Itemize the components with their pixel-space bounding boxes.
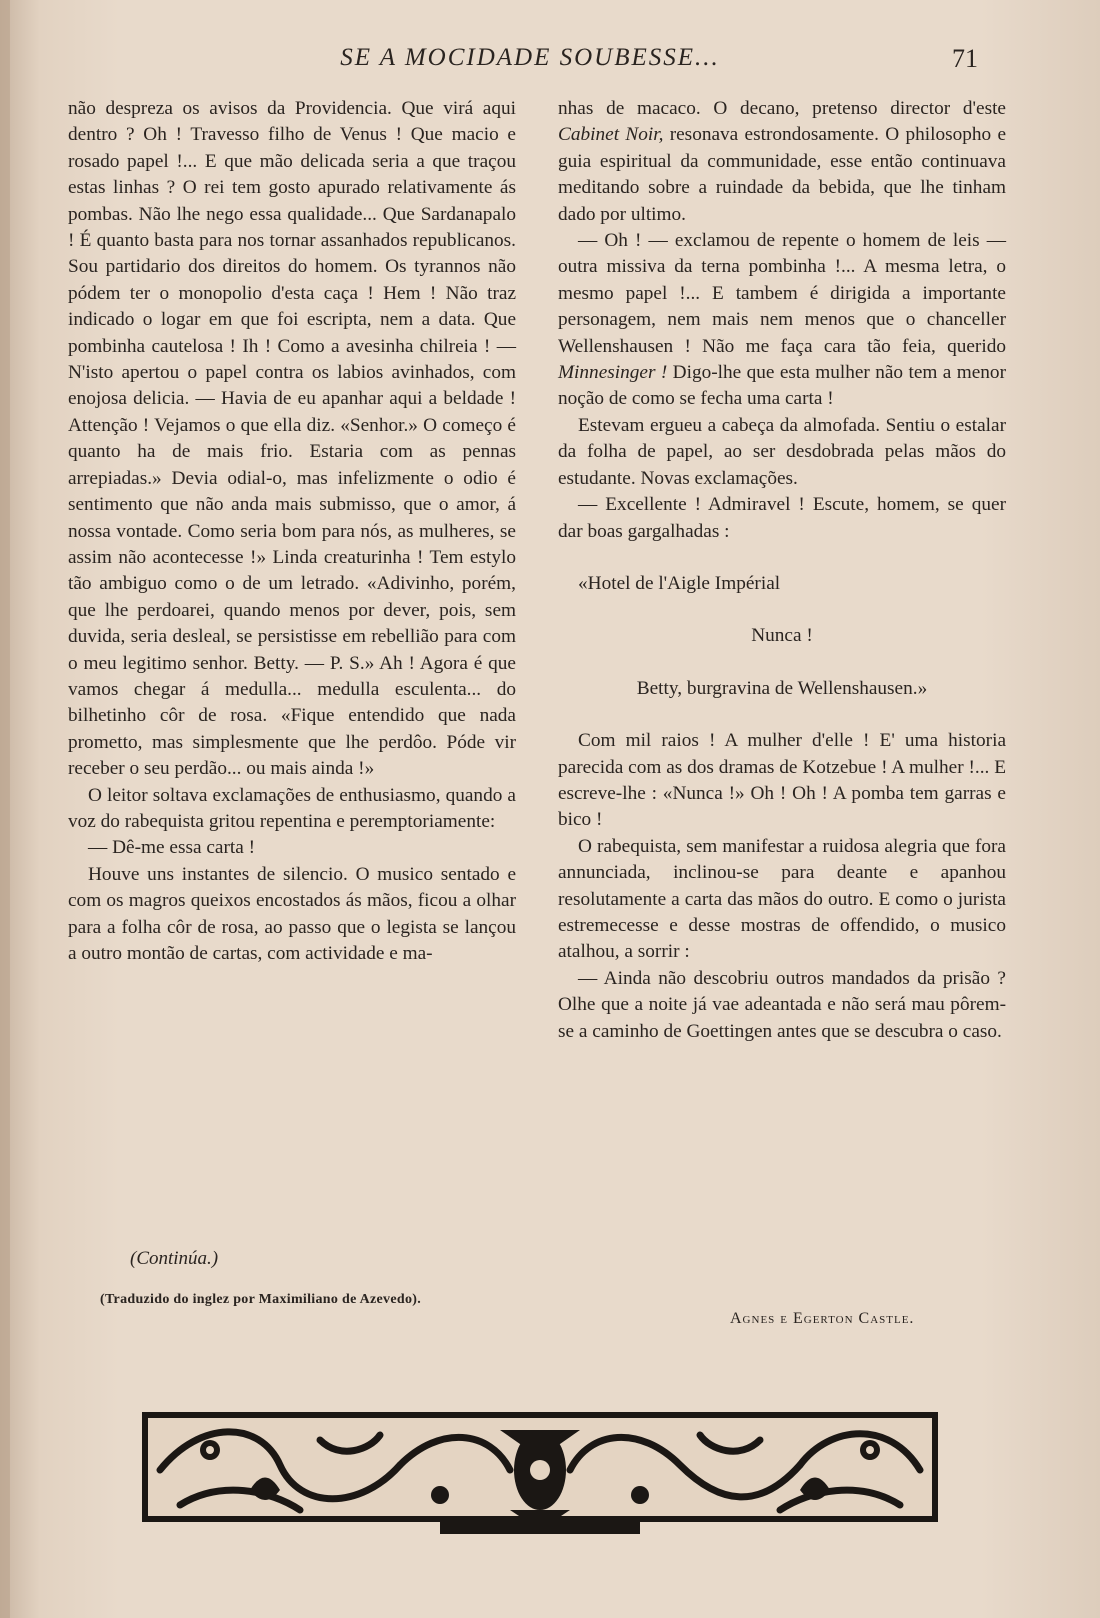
left-paragraph: Houve uns instantes de silencio. O musico sentado e com os magros queixos encostados ás mãos, ficou a olhar para a folha côr de rosa, ao passo que o legista se lançou a outro montão de cartas, com actividade e ma- [68, 863, 516, 964]
minnesinger-italic: Minnesinger ! [558, 362, 668, 384]
letter-body: Nunca ! [751, 625, 813, 647]
letter-signature: Betty, burgravina de Wellenshausen.» [636, 677, 928, 699]
right-paragraph [558, 228, 1006, 413]
author-signature: Agnes e Egerton Castle. [730, 1310, 915, 1327]
running-title: SE A MOCIDADE SOUBESSE... [340, 44, 720, 71]
left-paragraph: não despreza os avisos da Providencia. Que virá aqui dentro ? Oh ! Travesso filho de Venus ! Que macio e rosado papel !... E que mão delicada seria a que traçou estas linhas ? O rei tem gosto apurado relativamente ás pombas. Não lhe nego essa qualidade... Que Sardanapalo ! É quanto basta para nos tornar assanhados republicanos. Sou partidario dos direitos do homem. Os tyrannos não pódem ter o monopolio d'esta caça ! Hem ! Não traz indicado o logar em que foi escripta, nem a data. Que pombinha cautelosa ! Ih ! Como a avesinha chilreia ! — N'isto apertou o papel contra os labios avinhados, com enojosa delicia. — Havia de eu apanhar aqui a beldade ! Attenção ! Vejamos o que ella diz. «Senhor.» O começo é quanto ha de mais frio. Estaria com as pennas arrepiadas.» Devia odial-o, mas infelizmente o odio é sentimento que não anda mais submisso, que o amor, á nossa vontade. Como seria bom para nós, as mulheres, se assim não acontecesse !» Linda creaturinha ! Tem estylo tão ambiguo como o de um letrado. «Adivinho, porém, que lhe perdoarei, quando menos por dever, pois, sem duvida, seria desleal, se persistisse em rebellião para com o meu legitimo senhor. Betty. — P. S.» Ah ! Agora é que vamos chegar á medulla... medulla esculenta... do bilhetinho côr de rosa. «Fique entendido que nada prometto, mas simplesmente que lhe perdôo. Póde vir receber o seu perdão... ou mais ainda !» [68, 98, 516, 780]
right-paragraph: — Ainda não descobriu outros mandados da prisão ? Olhe que a noite já vae adeantada e não será mau pôrem-se a caminho de Goettingen antes que se descubra o caso. [558, 967, 1006, 1042]
left-paragraph: O leitor soltava exclamações de enthusiasmo, quando a voz do rabequista gritou repentina e peremptoriamente: [68, 784, 516, 832]
cabinet-noir-italic: Cabinet Noir, [558, 124, 664, 146]
right-paragraph: — Excellente ! Admiravel ! Escute, homem, se quer dar boas gargalhadas : [558, 494, 1006, 542]
right-column [558, 96, 1006, 1045]
continua-note: (Continúa.) [130, 1248, 219, 1269]
left-paragraph: — Dê-me essa carta ! [88, 837, 256, 859]
left-column [68, 96, 516, 967]
translator-credit: (Traduzido do inglez por Maximiliano de Azevedo). [100, 1292, 422, 1307]
right-paragraph: Estevam ergueu a cabeça da almofada. Sentiu o estalar da folha de papel, ao ser desdobrada pelas mãos do estudante. Novas exclamações. [558, 414, 1006, 489]
rp1-before: nhas de macaco. O decano, pretenso director d'este [558, 98, 1006, 119]
rp1-after: resonava estrondosamente. O philosopho e guia espiritual da communidade, esse então continuava meditando sobre a ruindade da bebida, que lhe tinham dado por ultimo. [558, 124, 1007, 225]
binding-edge [0, 0, 10, 1618]
floral-scroll-ornament-icon [140, 1410, 940, 1534]
letter-place: «Hotel de l'Aigle Impérial [578, 572, 781, 594]
right-paragraph: O rabequista, sem manifestar a ruidosa alegria que fora annunciada, inclinou-se para deante e apanhou resolutamente a carta das mãos do outro. E como o jurista estremecesse e desse mostras de offendido, o musico atalhou, a sorrir : [558, 835, 1006, 963]
right-paragraph: Com mil raios ! A mulher d'elle ! E' uma historia parecida com as dos dramas de Kotzebue ! A mulher !... E escreve-lhe : «Nunca !» Oh ! Oh ! A pomba tem garras e bico ! [558, 730, 1006, 831]
right-paragraph [558, 96, 1006, 228]
page-number: 71 [952, 44, 978, 73]
rp2-before: — Oh ! — exclamou de repente o homem de leis — outra missiva da terna pombinha !... A mesma letra, o mesmo papel !... E tambem é dirigida a importante personagem, nem mais nem menos que o chanceller Wellenshausen ! Não me faça cara tão feia, querido [558, 230, 1006, 357]
rp2-after: Digo-lhe que esta mulher não tem a menor noção de como se fecha uma carta ! [558, 362, 1006, 410]
